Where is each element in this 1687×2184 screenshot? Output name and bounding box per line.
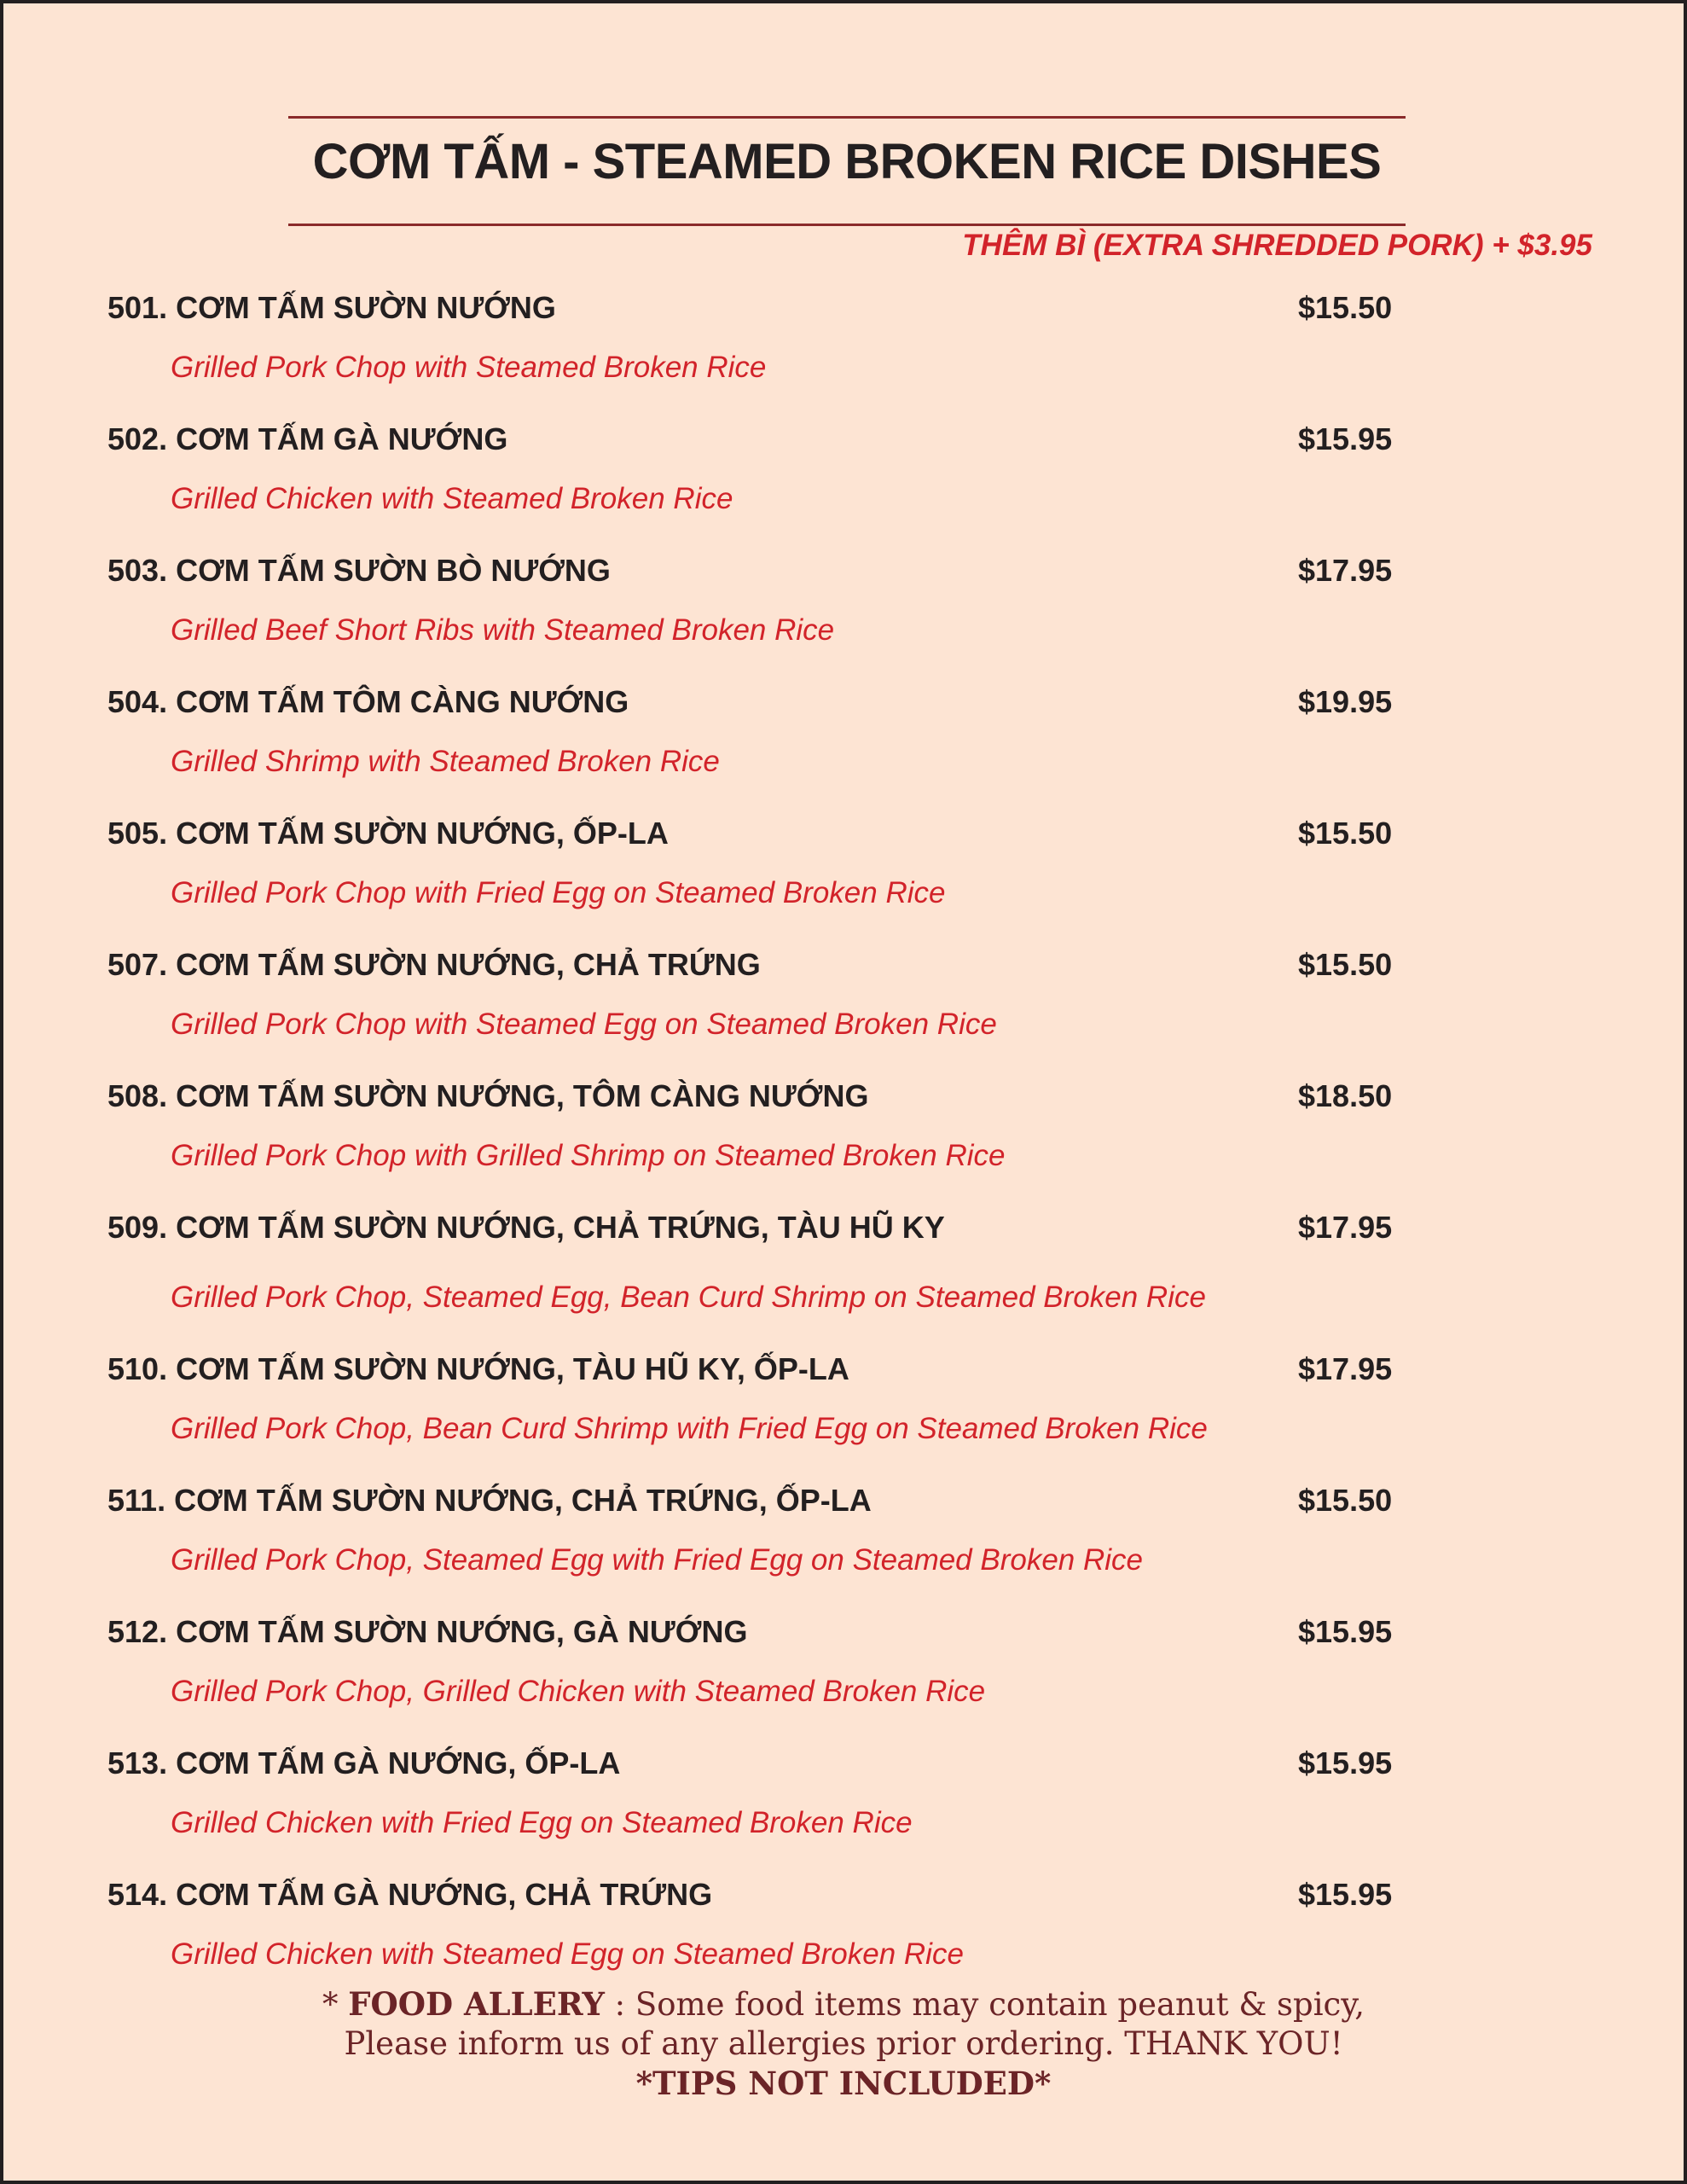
page-title: CƠM TẤM - STEAMED BROKEN RICE DISHES [312,134,1382,189]
item-description: Grilled Pork Chop, Grilled Chicken with Steamed Broken Rice [171,1675,986,1708]
item-price: $15.50 [1298,290,1393,325]
item-description: Grilled Pork Chop with Fried Egg on Steamed Broken Rice [171,876,946,909]
item-description: Grilled Pork Chop with Steamed Broken Rice [171,351,767,384]
allergy-line-2: Please inform us of any allergies prior ordering. THANK YOU! [344,2025,1343,2062]
item-price: $15.95 [1298,1745,1393,1780]
item-description: Grilled Chicken with Steamed Egg on Steamed Broken Rice [171,1937,964,1971]
extra-pork-note: THÊM BÌ (EXTRA SHREDDED PORK) + $3.95 [962,229,1592,262]
item-name: 504. CƠM TẤM TÔM CÀNG NƯỚNG [107,684,629,719]
allergy-text: : Some food items may contain peanut & spicy, [604,1986,1365,2023]
item-price: $15.50 [1298,816,1393,851]
menu-item-503 [3,553,1684,681]
item-description: Grilled Pork Chop with Grilled Shrimp on Steamed Broken Rice [171,1139,1006,1172]
item-description: Grilled Shrimp with Steamed Broken Rice [171,745,720,778]
item-description: Grilled Pork Chop, Bean Curd Shrimp with Fried Egg on Steamed Broken Rice [171,1412,1208,1445]
item-price: $17.95 [1298,553,1393,588]
title-bottom-rule [288,224,1406,226]
item-description: Grilled Pork Chop with Steamed Egg on Steamed Broken Rice [171,1008,997,1041]
item-name: 501. CƠM TẤM SƯỜN NƯỚNG [107,290,556,325]
item-price: $15.95 [1298,1877,1393,1912]
item-price: $17.95 [1298,1210,1393,1245]
title-top-rule [288,116,1406,119]
item-price: $18.50 [1298,1078,1393,1113]
menu-item-513 [3,1745,1684,1873]
menu-item-504 [3,684,1684,812]
item-name: 511. CƠM TẤM SƯỜN NƯỚNG, CHẢ TRỨNG, ỐP-LA [107,1483,872,1518]
footnote-asterisk: * [322,1986,339,2023]
menu-item-501 [3,290,1684,418]
item-name: 512. CƠM TẤM SƯỜN NƯỚNG, GÀ NƯỚNG [107,1614,748,1649]
item-name: 503. CƠM TẤM SƯỜN BÒ NƯỚNG [107,553,611,588]
menu-item-509 [3,1210,1684,1338]
item-name: 502. CƠM TẤM GÀ NƯỚNG [107,421,508,456]
menu-item-507 [3,947,1684,1075]
item-price: $19.95 [1298,684,1393,719]
menu-item-502 [3,421,1684,549]
menu-item-505 [3,816,1684,944]
item-description: Grilled Chicken with Fried Egg on Steamed Broken Rice [171,1806,913,1839]
tips-note: *TIPS NOT INCLUDED* [635,2065,1052,2102]
item-description: Grilled Beef Short Ribs with Steamed Broken Rice [171,613,835,647]
item-price: $17.95 [1298,1351,1393,1386]
item-name: 505. CƠM TẤM SƯỜN NƯỚNG, ỐP-LA [107,816,669,851]
item-price: $15.50 [1298,1483,1393,1518]
item-description: Grilled Pork Chop, Steamed Egg with Fried Egg on Steamed Broken Rice [171,1543,1144,1577]
item-name: 509. CƠM TẤM SƯỜN NƯỚNG, CHẢ TRỨNG, TÀU HŨ KY [107,1210,945,1245]
allergy-footer [3,1984,1684,2103]
item-name: 510. CƠM TẤM SƯỜN NƯỚNG, TÀU HŨ KY, ỐP-LA [107,1351,849,1386]
item-name: 508. CƠM TẤM SƯỜN NƯỚNG, TÔM CÀNG NƯỚNG [107,1078,869,1113]
item-name: 513. CƠM TẤM GÀ NƯỚNG, ỐP-LA [107,1745,621,1780]
item-price: $15.95 [1298,421,1393,456]
item-name: 514. CƠM TẤM GÀ NƯỚNG, CHẢ TRỨNG [107,1877,713,1912]
item-name: 507. CƠM TẤM SƯỜN NƯỚNG, CHẢ TRỨNG [107,947,761,982]
menu-item-511 [3,1483,1684,1611]
allergy-line-1 [3,1984,1684,2024]
item-price: $15.50 [1298,947,1393,982]
item-description: Grilled Pork Chop, Steamed Egg, Bean Curd Shrimp on Steamed Broken Rice [171,1281,1206,1314]
menu-item-508 [3,1078,1684,1206]
allergy-label: FOOD ALLERY [348,1985,605,2023]
item-description: Grilled Chicken with Steamed Broken Rice [171,482,733,515]
menu-item-512 [3,1614,1684,1742]
menu-item-510 [3,1351,1684,1479]
item-price: $15.95 [1298,1614,1393,1649]
